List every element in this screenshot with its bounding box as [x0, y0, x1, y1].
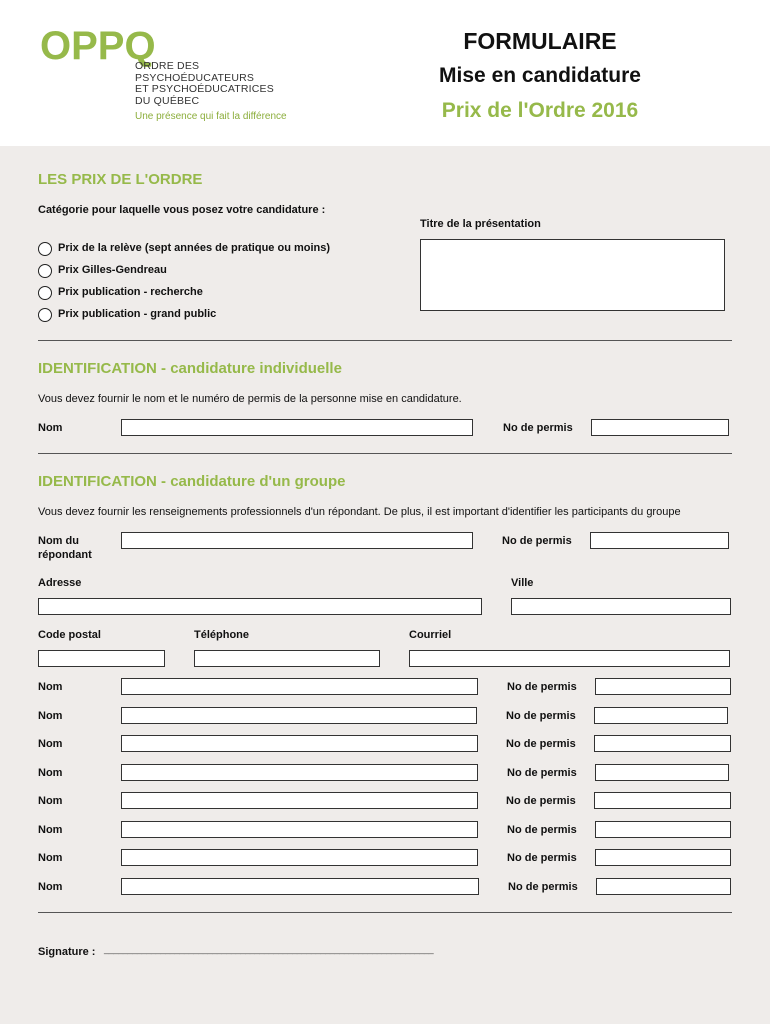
participant-nom-field[interactable] — [121, 678, 478, 695]
participant-permis-label: No de permis — [507, 767, 577, 779]
radio-prix-publication-recherche[interactable] — [38, 286, 52, 300]
participant-nom-field[interactable] — [121, 849, 478, 866]
adresse-field[interactable] — [38, 598, 482, 615]
participant-nom-field[interactable] — [121, 707, 477, 724]
radio-label: Prix publication - recherche — [58, 286, 203, 298]
participant-permis-field[interactable] — [595, 678, 731, 695]
ville-label: Ville — [511, 577, 534, 589]
participant-permis-label: No de permis — [506, 710, 576, 722]
participant-permis-label: No de permis — [508, 881, 578, 893]
section-title-prix: LES PRIX DE L'ORDRE — [38, 171, 203, 188]
radio-prix-publication-grand-public[interactable] — [38, 308, 52, 322]
nom-repondant-label: Nom du répondant — [38, 535, 92, 561]
participant-nom-field[interactable] — [121, 878, 479, 895]
divider — [38, 340, 732, 341]
prize-title: Prix de l'Ordre 2016 — [441, 99, 639, 122]
nom-label: Nom — [38, 422, 63, 434]
participant-permis-field[interactable] — [594, 792, 731, 809]
tagline: Une présence qui fait la différence — [135, 111, 287, 122]
divider — [38, 912, 732, 913]
participant-nom-label: Nom — [38, 710, 63, 722]
individuelle-instruction: Vous devez fournir le nom et le numéro de permis de la personne mise en candidature. — [38, 393, 462, 405]
code-postal-field[interactable] — [38, 650, 165, 667]
telephone-label: Téléphone — [194, 629, 250, 641]
oppq-logo — [40, 22, 156, 71]
participant-nom-field[interactable] — [121, 792, 478, 809]
permis-field[interactable] — [591, 419, 729, 436]
telephone-field[interactable] — [194, 650, 380, 667]
participant-nom-label: Nom — [38, 681, 63, 693]
ville-field[interactable] — [511, 598, 731, 615]
divider — [38, 453, 732, 454]
participant-nom-label: Nom — [38, 738, 63, 750]
participant-nom-label: Nom — [38, 881, 63, 893]
participant-permis-label: No de permis — [506, 738, 576, 750]
section-title-individuelle: IDENTIFICATION - candidature individuelle — [38, 360, 342, 377]
section-title-groupe: IDENTIFICATION - candidature d'un groupe — [38, 473, 346, 490]
participant-permis-field[interactable] — [595, 849, 731, 866]
radio-prix-gilles-gendreau[interactable] — [38, 264, 52, 278]
participant-nom-label: Nom — [38, 795, 63, 807]
participant-nom-field[interactable] — [121, 764, 478, 781]
form-header — [0, 0, 770, 146]
org-line: ORDRE DES — [135, 60, 200, 72]
radio-label: Prix publication - grand public — [58, 308, 217, 320]
radio-prix-releve[interactable] — [38, 242, 52, 256]
repondant-permis-field[interactable] — [590, 532, 729, 549]
participant-nom-label: Nom — [38, 767, 63, 779]
code-postal-label: Code postal — [38, 629, 101, 641]
radio-label: Prix de la relève (sept années de pratique ou moins) — [58, 242, 331, 254]
form-subtitle: Mise en candidature — [439, 64, 641, 87]
participant-permis-field[interactable] — [594, 735, 731, 752]
courriel-label: Courriel — [409, 629, 452, 641]
participant-permis-field[interactable] — [594, 707, 728, 724]
participant-nom-label: Nom — [38, 824, 63, 836]
radio-label: Prix Gilles-Gendreau — [58, 264, 167, 276]
signature-line[interactable]: ______________________________________________________________________ — [104, 944, 434, 954]
participant-permis-field[interactable] — [595, 821, 731, 838]
nom-repondant-field[interactable] — [121, 532, 473, 549]
permis-label: No de permis — [503, 422, 573, 434]
permis-label: No de permis — [502, 535, 572, 547]
participant-permis-label: No de permis — [507, 824, 577, 836]
signature-label: Signature : — [38, 946, 96, 958]
logo-text: OPPQ — [40, 24, 156, 68]
participant-nom-field[interactable] — [121, 821, 478, 838]
org-line: PSYCHOÉDUCATEURS — [135, 71, 255, 84]
org-line: DU QUÉBEC — [135, 94, 200, 107]
category-label: Catégorie pour laquelle vous posez votre candidature : — [38, 204, 326, 216]
participant-nom-label: Nom — [38, 852, 63, 864]
participant-permis-label: No de permis — [507, 681, 577, 693]
participant-permis-label: No de permis — [507, 852, 577, 864]
adresse-label: Adresse — [38, 577, 82, 589]
participant-permis-field[interactable] — [595, 764, 729, 781]
courriel-field[interactable] — [409, 650, 730, 667]
org-line: ET PSYCHOÉDUCATRICES — [135, 83, 274, 95]
nom-field[interactable] — [121, 419, 473, 436]
participant-permis-label: No de permis — [506, 795, 576, 807]
titre-presentation-field[interactable] — [420, 239, 725, 311]
participant-permis-field[interactable] — [596, 878, 731, 895]
form-title: FORMULAIRE — [463, 28, 617, 54]
titre-label: Titre de la présentation — [420, 218, 541, 230]
org-name — [135, 61, 274, 107]
groupe-instruction: Vous devez fournir les renseignements professionnels d'un répondant. De plus, il est important d'identifier les participants du groupe — [38, 506, 681, 518]
participant-nom-field[interactable] — [121, 735, 478, 752]
